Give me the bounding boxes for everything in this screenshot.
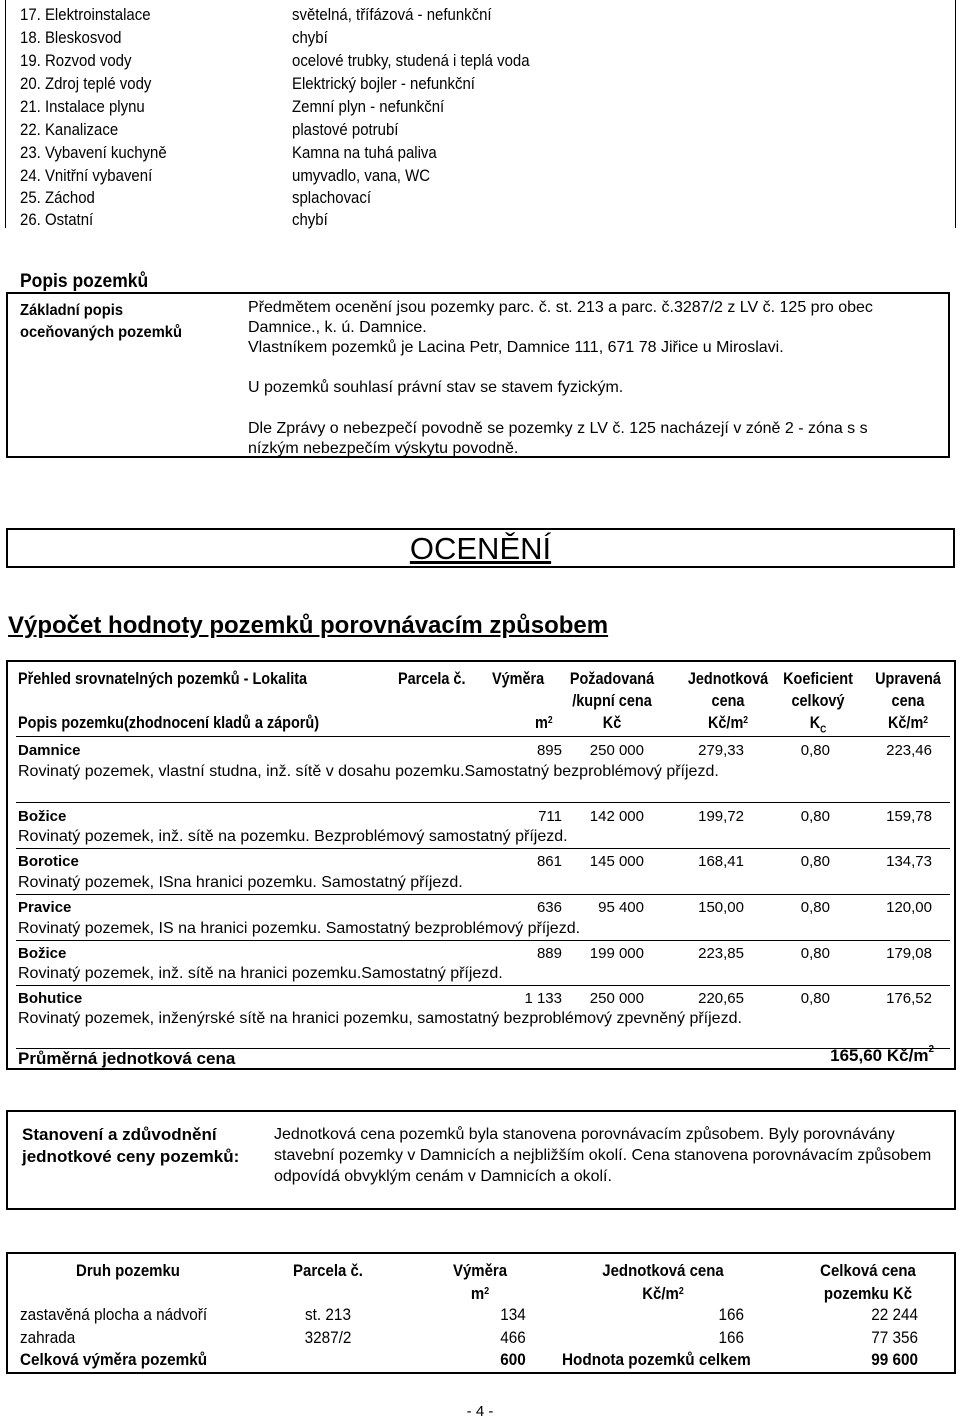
divider: [16, 894, 950, 895]
header-upravena: Upravená: [875, 669, 941, 688]
header-upravena-unit: Kč/m: [887, 713, 924, 732]
header-vymera-unit: m: [470, 1284, 485, 1303]
popis-box: [6, 292, 950, 458]
equipment-label: 21. Instalace plynu: [20, 97, 145, 116]
popis-text: Vlastníkem pozemků je Lacina Petr, Damnice 111, 671 78 Jiřice u Miroslavi.: [248, 339, 784, 356]
equipment-label: 19. Rozvod vody: [20, 51, 132, 70]
page-number: - 4 -: [466, 1403, 494, 1420]
header-celkova: pozemku Kč: [823, 1284, 913, 1303]
row-area: 895: [536, 742, 562, 759]
header-druh: Druh pozemku: [76, 1261, 180, 1280]
divider: [16, 985, 950, 986]
header-popis: Popis pozemku(zhodnocení kladů a záporů): [18, 713, 320, 732]
equipment-label: 22. Kanalizace: [20, 120, 119, 139]
row-unit-price: 223,85: [698, 945, 744, 962]
row-price: 199 000: [589, 945, 644, 962]
row-desc: Rovinatý pozemek, ISna hranici pozemku. Samostatný příjezd.: [18, 874, 463, 891]
popis-text: Předmětem ocenění jsou pozemky parc. č. st. 213 a parc. č.3287/2 z LV č. 125 pro obec: [248, 299, 873, 316]
vypocet-title: Výpočet hodnoty pozemků porovnávacím způsobem: [8, 612, 609, 639]
equipment-value: plastové potrubí: [292, 120, 399, 139]
header-prehled: Přehled srovnatelných pozemků - Lokalita: [18, 669, 308, 688]
total-value-label: Hodnota pozemků celkem: [562, 1350, 751, 1369]
row-unit-price: 279,33: [698, 742, 744, 759]
equipment-label: 24. Vnitřní vybavení: [20, 166, 153, 185]
stanoveni-text: Jednotková cena pozemků byla stanovena porovnávacím způsobem. Byly porovnávány stavební pozemky v Damnicích a nejbližším okolí. Cena stanovena porovnávacím způsobem odpovídá obvyklým cenám v Damnicích a okolí.: [274, 1126, 932, 1185]
row-area: 711: [538, 808, 562, 825]
row-adjusted: 134,73: [886, 853, 932, 870]
row-jednotkova: 166: [718, 1328, 744, 1347]
row-locality: Božice: [18, 808, 67, 825]
popis-text: nízkým nebezpečím výskytu povodně.: [248, 440, 519, 457]
row-adjusted: 159,78: [886, 808, 932, 825]
row-locality: Božice: [18, 945, 67, 962]
equipment-label: 18. Bleskosvod: [20, 28, 122, 47]
row-celkova: 22 244: [871, 1305, 918, 1324]
row-coef: 0,80: [800, 990, 830, 1007]
sup-2: 2: [484, 1286, 490, 1297]
average-value-text: 165,60 Kč/m: [830, 1046, 929, 1065]
row-area: 636: [536, 899, 562, 916]
stanoveni-box: [6, 1110, 956, 1210]
row-locality: Bohutice: [18, 990, 83, 1007]
row-price: 95 400: [598, 899, 644, 916]
equipment-label: 23. Vybavení kuchyně: [20, 143, 167, 162]
total-label: Celková výměra pozemků: [20, 1350, 208, 1369]
equipment-value: splachovací: [292, 188, 372, 207]
row-parcela: 3287/2: [304, 1328, 352, 1347]
popis-text: Dle Zprávy o nebezpečí povodně se pozemky z LV č. 125 nacházejí v zóně 2 - zóna s s: [248, 420, 868, 437]
header-vymera: Výměra: [452, 1261, 508, 1280]
row-adjusted: 120,00: [886, 899, 932, 916]
row-desc: Rovinatý pozemek, IS na hranici pozemku. Samostatný bezproblémový příjezd.: [18, 920, 581, 937]
row-parcela: st. 213: [305, 1305, 351, 1324]
comparison-table: [6, 660, 956, 1070]
divider: [16, 848, 950, 849]
header-jednotkova: Jednotková cena: [602, 1261, 724, 1280]
popis-text: Damnice., k. ú. Damnice.: [248, 319, 427, 336]
equipment-label: 17. Elektroinstalace: [20, 5, 151, 24]
header-koef-k: K: [809, 713, 821, 732]
row-unit-price: 199,72: [698, 808, 744, 825]
popis-label-line: oceňovaných pozemků: [20, 324, 182, 341]
equipment-label: 26. Ostatní: [20, 210, 94, 229]
row-locality: Borotice: [18, 853, 79, 870]
sup-2: 2: [743, 715, 749, 726]
row-price: 142 000: [589, 808, 644, 825]
sub-c: C: [820, 724, 827, 736]
row-desc: Rovinatý pozemek, inž. sítě na pozemku. Bezproblémový samostatný příjezd.: [18, 828, 568, 845]
equipment-value: Zemní plyn - nefunkční: [292, 97, 445, 116]
row-unit-price: 150,00: [698, 899, 744, 916]
equipment-value: světelná, třífázová - nefunkční: [292, 5, 492, 24]
header-pozadovana: Kč: [602, 713, 622, 732]
header-jednotkova: [588, 1283, 738, 1305]
equipment-value: Kamna na tuhá paliva: [292, 143, 437, 162]
summary-table: [6, 1252, 956, 1374]
total-area: 600: [500, 1350, 526, 1369]
divider: [16, 736, 950, 737]
row-area: 889: [536, 945, 562, 962]
row-coef: 0,80: [800, 808, 830, 825]
row-vymera: 134: [500, 1305, 526, 1324]
row-desc: Rovinatý pozemek, inž. sítě na hranici pozemku.Samostatný příjezd.: [18, 965, 503, 982]
equipment-value: ocelové trubky, studená i teplá voda: [292, 51, 530, 70]
header-koeficient: Koeficient: [783, 669, 853, 688]
average-label: Průměrná jednotková cena: [18, 1049, 236, 1068]
row-unit-price: 220,65: [698, 990, 744, 1007]
header-jednotkova-unit: Kč/m: [642, 1284, 679, 1303]
header-upravena: cena: [891, 691, 925, 710]
header-vymera-unit: [535, 711, 553, 734]
total-value: 99 600: [871, 1350, 918, 1369]
row-area: 861: [536, 853, 562, 870]
row-coef: 0,80: [800, 945, 830, 962]
oceneni-title: OCENĚNÍ: [409, 531, 552, 566]
row-desc: Rovinatý pozemek, inženýrské sítě na hranici pozemku, samostatný bezproblémový zpevněný příjezd.: [18, 1010, 742, 1027]
row-vymera: 466: [500, 1328, 526, 1347]
row-coef: 0,80: [800, 853, 830, 870]
equipment-value: chybí: [292, 28, 328, 47]
header-vymera: Výměra: [492, 669, 545, 688]
popis-text: U pozemků souhlasí právní stav se stavem fyzickým.: [248, 379, 624, 396]
header-parcela: Parcela č.: [398, 669, 466, 688]
header-pozadovana: /kupní cena: [572, 691, 652, 710]
row-druh: zastavěná plocha a nádvoří: [20, 1305, 208, 1324]
row-adjusted: 176,52: [886, 990, 932, 1007]
row-coef: 0,80: [800, 742, 830, 759]
row-area: 1 133: [524, 990, 562, 1007]
row-adjusted: 223,46: [886, 742, 932, 759]
sup-2: 2: [547, 715, 553, 726]
sup-2: 2: [678, 1286, 684, 1297]
row-locality: Damnice: [18, 742, 81, 759]
equipment-value: Elektrický bojler - nefunkční: [292, 74, 475, 93]
row-price: 250 000: [589, 990, 644, 1007]
equipment-label: 20. Zdroj teplé vody: [20, 74, 152, 93]
row-desc: Rovinatý pozemek, vlastní studna, inž. sítě v dosahu pozemku.Samostatný bezproblémový příjezd.: [18, 763, 719, 780]
left-border: [5, 0, 6, 228]
row-druh: zahrada: [20, 1328, 76, 1347]
row-locality: Pravice: [18, 899, 72, 916]
header-pozadovana: Požadovaná: [569, 669, 655, 688]
equipment-label: 25. Záchod: [20, 188, 95, 207]
sup-2: 2: [928, 1044, 934, 1055]
popis-label-line: Základní popis: [20, 302, 124, 319]
equipment-value: chybí: [292, 210, 328, 229]
section-title-popis: Popis pozemků: [20, 271, 149, 292]
header-vymera-unit-text: m: [535, 713, 548, 732]
average-value: [830, 1046, 934, 1066]
row-celkova: 77 356: [871, 1328, 918, 1347]
header-celkova: Celková cena: [820, 1261, 916, 1280]
sup-2: 2: [923, 715, 929, 726]
row-price: 145 000: [589, 853, 644, 870]
row-unit-price: 168,41: [698, 853, 744, 870]
header-parcela: Parcela č.: [293, 1261, 363, 1280]
header-jednotkova-unit: Kč/m: [707, 713, 744, 732]
header-koeficient: celkový: [791, 691, 845, 710]
equipment-list: [0, 0, 956, 228]
row-adjusted: 179,08: [886, 945, 932, 962]
popis-label: [20, 300, 182, 344]
oceneni-box: [6, 528, 955, 568]
header-upravena: [857, 711, 959, 734]
header-jednotkova: Jednotková: [687, 669, 769, 688]
equipment-value: umyvadlo, vana, WC: [292, 166, 431, 185]
header-jednotkova: cena: [711, 691, 745, 710]
stanoveni-label: Stanovení a zdůvodnění jednotkové ceny pozemků:: [22, 1125, 240, 1166]
row-jednotkova: 166: [718, 1305, 744, 1324]
divider: [16, 802, 950, 803]
header-vymera: [445, 1283, 515, 1305]
divider: [16, 940, 950, 941]
row-coef: 0,80: [800, 899, 830, 916]
right-border: [955, 0, 956, 228]
header-jednotkova: [677, 711, 779, 734]
row-price: 250 000: [589, 742, 644, 759]
